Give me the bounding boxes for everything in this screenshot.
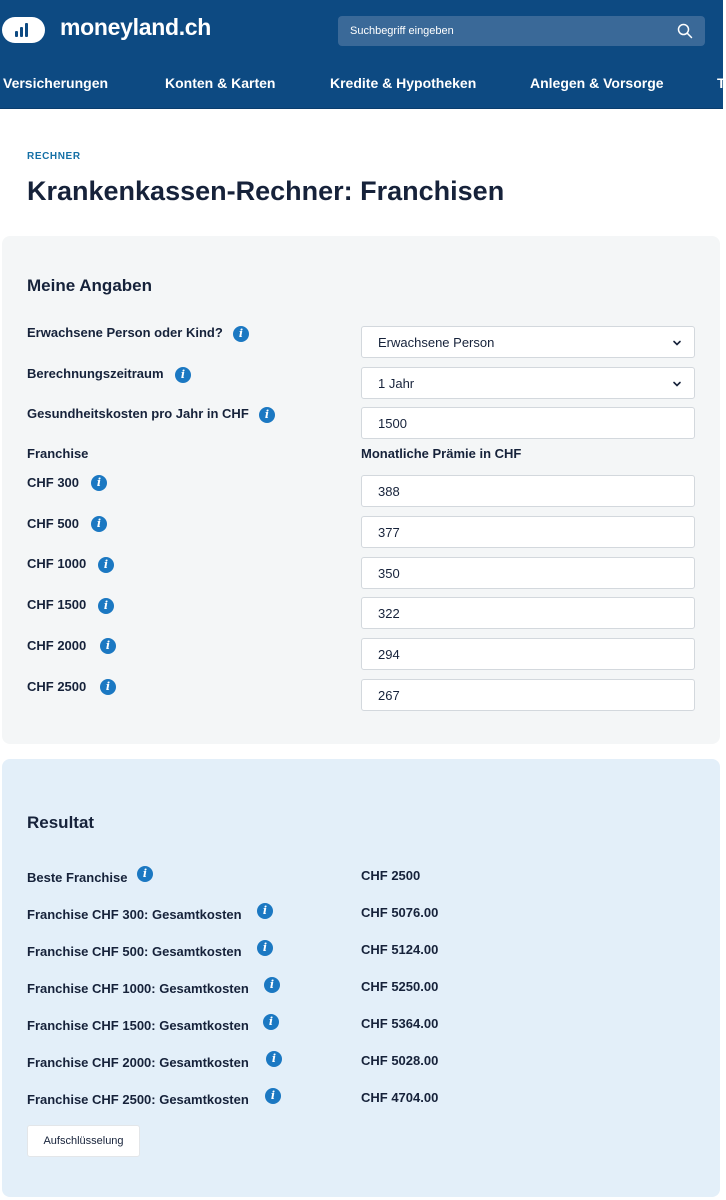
search-placeholder: Suchbegriff eingeben	[350, 25, 454, 37]
costs-input[interactable]	[361, 407, 695, 439]
premium-value: 322	[378, 606, 400, 621]
info-icon[interactable]: i	[98, 598, 114, 614]
premium-value: 388	[378, 484, 400, 499]
period-select-value: 1 Jahr	[378, 376, 415, 391]
person-select-value: Erwachsene Person	[378, 335, 495, 350]
info-icon[interactable]: i	[175, 367, 191, 383]
info-icon[interactable]: i	[98, 557, 114, 573]
result-value: CHF 4704.00	[361, 1090, 439, 1105]
breadcrumb-eyebrow[interactable]: RECHNER	[27, 151, 81, 162]
premium-input[interactable]	[361, 516, 695, 548]
result-value: CHF 5250.00	[361, 979, 439, 994]
premium-input[interactable]	[361, 597, 695, 629]
site-header	[0, 0, 726, 109]
info-icon[interactable]: i	[100, 679, 116, 695]
franchise-label: CHF 2500	[27, 679, 87, 694]
result-label: Franchise CHF 2500: Gesamtkosten	[27, 1092, 249, 1107]
person-label: Erwachsene Person oder Kind?	[27, 325, 223, 340]
result-label: Franchise CHF 500: Gesamtkosten	[27, 944, 242, 959]
info-icon[interactable]: i	[100, 638, 116, 654]
info-icon[interactable]: i	[257, 903, 273, 919]
result-label: Franchise CHF 300: Gesamtkosten	[27, 907, 242, 922]
search-icon[interactable]	[677, 23, 693, 39]
premium-column-header: Monatliche Prämie in CHF	[361, 446, 522, 461]
franchise-label: CHF 2000	[27, 638, 87, 653]
result-value: CHF 5076.00	[361, 905, 439, 920]
result-value: CHF 5364.00	[361, 1016, 439, 1031]
info-icon[interactable]: i	[265, 1088, 281, 1104]
result-label: Beste Franchise	[27, 870, 128, 885]
costs-label: Gesundheitskosten pro Jahr in CHF	[27, 406, 249, 421]
premium-value: 350	[378, 566, 400, 581]
franchise-label: CHF 1500	[27, 597, 87, 612]
premium-value: 294	[378, 647, 400, 662]
nav-item-konten-karten[interactable]: Konten & Karten	[165, 75, 276, 91]
franchise-label: CHF 500	[27, 516, 80, 531]
result-value: CHF 2500	[361, 868, 421, 883]
premium-input[interactable]	[361, 679, 695, 711]
result-label: Franchise CHF 1500: Gesamtkosten	[27, 1018, 249, 1033]
franchise-column-header: Franchise	[27, 446, 89, 461]
nav-item-anlegen-vorsorge[interactable]: Anlegen & Vorsorge	[530, 75, 664, 91]
franchise-label: CHF 1000	[27, 556, 87, 571]
nav-item-more[interactable]: T	[717, 75, 726, 91]
search-input[interactable]	[338, 16, 705, 46]
info-icon[interactable]: i	[233, 326, 249, 342]
period-select[interactable]	[361, 367, 695, 399]
info-icon[interactable]: i	[264, 977, 280, 993]
info-icon[interactable]: i	[259, 407, 275, 423]
nav-item-versicherungen[interactable]: Versicherungen	[3, 75, 109, 91]
premium-input[interactable]	[361, 638, 695, 670]
person-select[interactable]	[361, 326, 695, 358]
chevron-down-icon	[672, 379, 682, 389]
result-value: CHF 5028.00	[361, 1053, 439, 1068]
result-value: CHF 5124.00	[361, 942, 439, 957]
info-icon[interactable]: i	[137, 866, 153, 882]
breakdown-button[interactable]: Aufschlüsselung	[27, 1125, 140, 1157]
chevron-down-icon	[672, 338, 682, 348]
info-icon[interactable]: i	[263, 1014, 279, 1030]
main-nav	[0, 75, 726, 95]
result-label: Franchise CHF 2000: Gesamtkosten	[27, 1055, 249, 1070]
premium-input[interactable]	[361, 475, 695, 507]
page-title: Krankenkassen-Rechner: Franchisen	[27, 176, 505, 206]
result-label: Franchise CHF 1000: Gesamtkosten	[27, 981, 249, 996]
inputs-section-title: Meine Angaben	[27, 276, 152, 295]
info-icon[interactable]: i	[266, 1051, 282, 1067]
costs-input-value: 1500	[378, 416, 407, 431]
premium-value: 377	[378, 525, 400, 540]
nav-item-kredite-hypotheken[interactable]: Kredite & Hypotheken	[330, 75, 477, 91]
info-icon[interactable]: i	[91, 475, 107, 491]
logo-text[interactable]: moneyland.ch	[60, 14, 212, 40]
period-label: Berechnungszeitraum	[27, 366, 164, 381]
info-icon[interactable]: i	[257, 940, 273, 956]
franchise-label: CHF 300	[27, 475, 80, 490]
info-icon[interactable]: i	[91, 516, 107, 532]
premium-input[interactable]	[361, 557, 695, 589]
premium-value: 267	[378, 688, 400, 703]
result-section-title: Resultat	[27, 813, 95, 832]
logo-icon[interactable]	[2, 17, 45, 43]
